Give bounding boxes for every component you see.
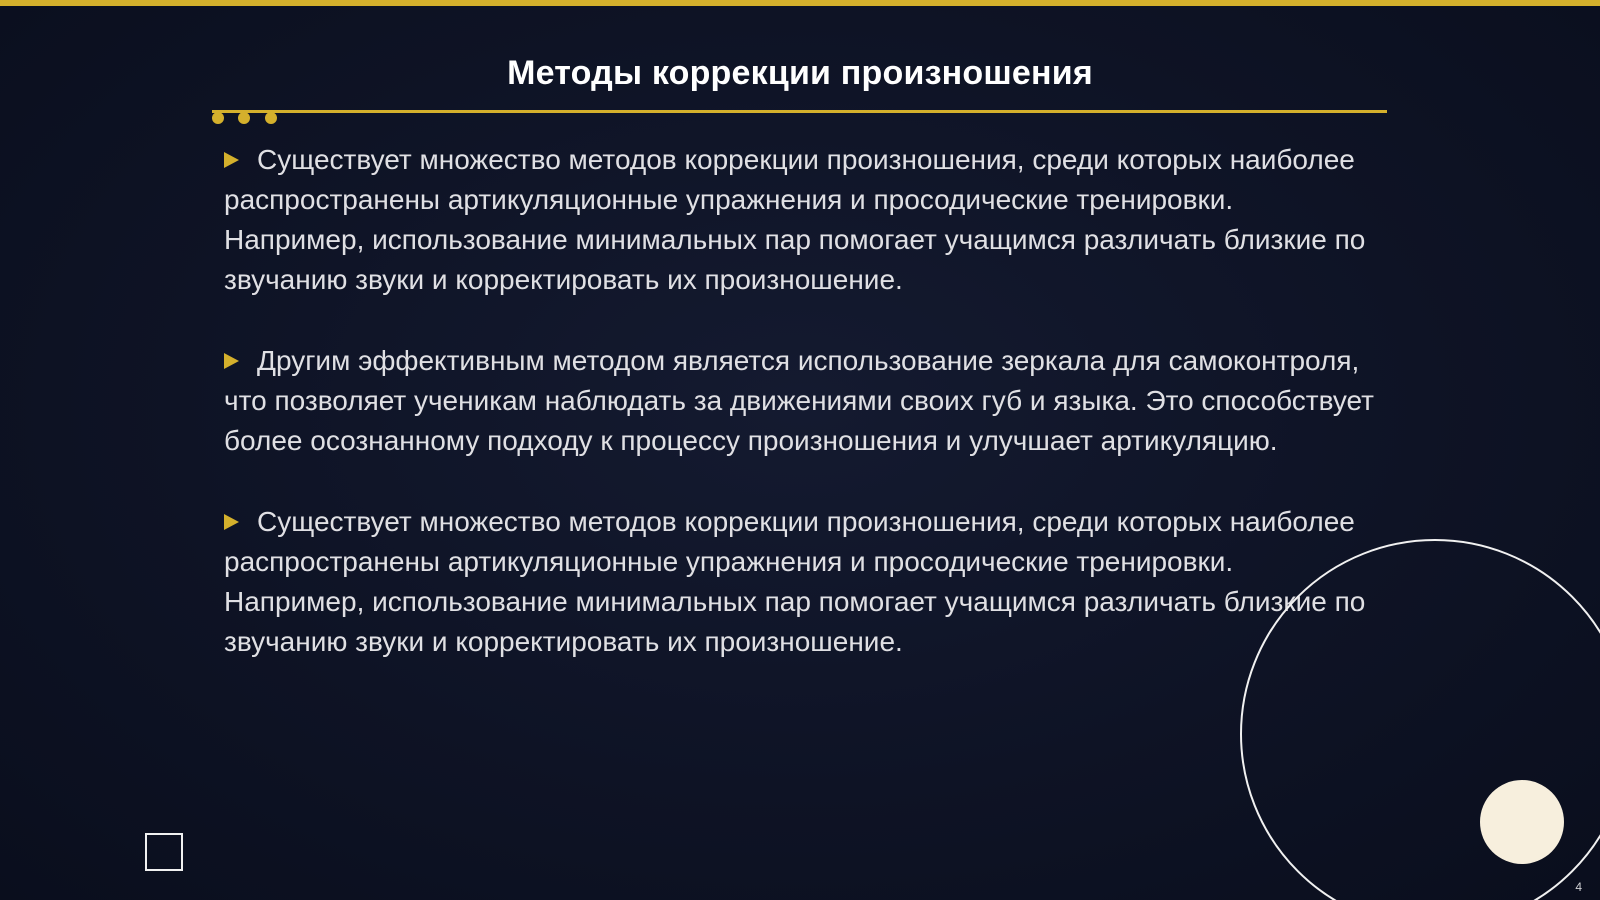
square-outline-icon [145,833,183,871]
bullet-list [224,140,1374,703]
triangle-right-icon [224,152,239,168]
bullet-text: Другим эффективным методом является использование зеркала для самоконтроля, что позволяет ученикам наблюдать за движениями своих губ и языка. Это способствует более осознанному подходу к процессу произношения и улучшает артикуляцию. [224,345,1375,456]
title-underline [212,110,1387,113]
filled-circle-icon [1480,780,1564,864]
bullet-item [224,341,1374,461]
title-dots-decoration [212,112,282,126]
accent-dot-icon [265,112,277,124]
triangle-right-icon [224,514,239,530]
bullet-item [224,502,1374,662]
top-accent-bar [0,0,1600,6]
triangle-right-icon [224,353,239,369]
accent-dot-icon [212,112,224,124]
bullet-item [224,140,1374,300]
bullet-text: Существует множество методов коррекции произношения, среди которых наиболее распространены артикуляционные упражнения и просодические тренировки. Например, использование минимальных пар помогает учащимся различать близкие по звучанию звуки и корректировать их произношение. [224,506,1366,657]
bullet-text: Существует множество методов коррекции произношения, среди которых наиболее распространены артикуляционные упражнения и просодические тренировки. Например, использование минимальных пар помогает учащимся различать близкие по звучанию звуки и корректировать их произношение. [224,144,1366,295]
slide-title: Методы коррекции произношения [507,54,1093,92]
page-number: 4 [1575,880,1582,894]
accent-dot-icon [238,112,250,124]
